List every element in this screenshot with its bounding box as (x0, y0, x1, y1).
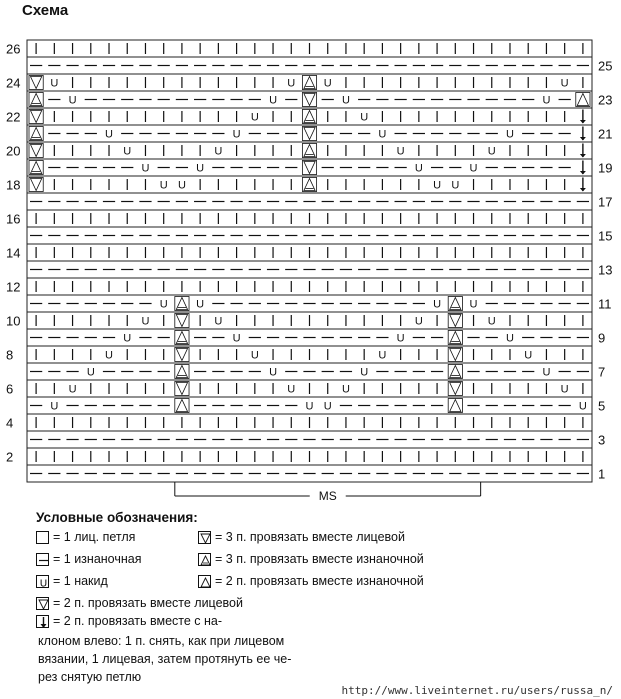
ms-label: MS (318, 489, 337, 503)
row-number-left: 12 (6, 279, 21, 295)
row-number-left: 16 (6, 211, 21, 227)
row-number-left: 4 (6, 415, 14, 431)
yarn-over-cell: U (141, 162, 150, 175)
row-number-left: 20 (6, 143, 21, 159)
yarn-over-cell: U (506, 332, 514, 345)
purl-stitch-icon (36, 553, 49, 566)
yarn-over-cell: U (487, 145, 496, 158)
legend-item-text: = 3 п. провязать вместе изнаночной (215, 552, 424, 566)
yarn-over-cell: U (159, 298, 168, 311)
legend-item (198, 530, 405, 544)
legend-item-text: = 1 изнаночная (53, 552, 142, 566)
yarn-over-cell: U (232, 128, 241, 141)
yarn-over-cell: U (50, 400, 59, 413)
yarn-over-cell: U (578, 400, 587, 413)
legend-item-text: = 1 накид (53, 574, 108, 588)
yarn-over-cell: U (542, 366, 551, 379)
left-decrease-arrow-icon (580, 188, 586, 192)
yarn-over-cell: U (105, 349, 113, 362)
row-number-left: 18 (6, 177, 21, 193)
row-number-left: 10 (6, 313, 21, 329)
legend-item-text: = 2 п. провязать вместе лицевой (53, 596, 243, 610)
left-decrease-arrow-icon (36, 615, 49, 628)
legend-item (198, 574, 424, 588)
yarn-over-cell: U (524, 349, 533, 362)
knit-stitch-icon (36, 531, 49, 544)
legend-item (36, 574, 108, 588)
yarn-over-cell: U (396, 332, 405, 345)
row-number-left: 2 (6, 449, 14, 465)
purl-3-tog-icon (198, 553, 211, 566)
legend-item (198, 552, 424, 566)
yarn-over-cell: U (506, 128, 514, 141)
yarn-over-cell: U (214, 315, 223, 328)
yarn-over-cell: U (360, 111, 369, 124)
yarn-over-cell: U (414, 162, 423, 175)
row-number-right: 1 (598, 466, 606, 482)
legend-item-text: = 3 п. провязать вместе лицевой (215, 530, 405, 544)
yarn-over-cell: U (269, 366, 278, 379)
legend-note-line-2: вязании, 1 лицевая, затем протянуть ее че- (38, 652, 292, 666)
yarn-over-cell: U (542, 94, 551, 107)
legend-item (36, 596, 243, 610)
yarn-over-cell: U (414, 315, 423, 328)
yarn-over-cell: U (451, 179, 460, 192)
row-number-left: 24 (6, 75, 21, 91)
legend-item (36, 530, 135, 544)
row-number-right: 17 (598, 194, 613, 210)
legend-note-line-1: клоном влево: 1 п. снять, как при лицевом (38, 634, 285, 648)
row-number-left: 14 (6, 245, 21, 261)
row-number-right: 21 (598, 126, 613, 142)
row-number-left: 8 (6, 347, 14, 363)
row-number-right: 15 (598, 228, 613, 244)
yarn-over-cell: U (177, 179, 186, 192)
yarn-over-cell: U (196, 298, 205, 311)
yarn-over-cell: U (360, 366, 369, 379)
yarn-over-cell: U (323, 77, 332, 90)
yarn-over-cell: U (433, 179, 442, 192)
yarn-over-cell: U (378, 349, 387, 362)
row-number-left: 26 (6, 41, 21, 57)
legend-title: Условные обозначения: (36, 510, 198, 525)
legend-item (36, 552, 141, 566)
row-number-right: 7 (598, 364, 606, 380)
legend-note-line-3: рез снятую петлю (38, 670, 142, 684)
knit-3-tog-icon (198, 531, 211, 544)
yarn-over-cell: U (396, 145, 405, 158)
yarn-over-cell: U (68, 383, 77, 396)
yarn-over-cell: U (287, 383, 296, 396)
left-decrease-arrow-icon (580, 154, 586, 158)
row-number-right: 11 (598, 296, 612, 312)
yarn-over-cell: U (560, 77, 569, 90)
row-number-right: 19 (598, 160, 613, 176)
yarn-over-cell: U (433, 298, 442, 311)
row-number-right: 23 (598, 92, 613, 108)
yarn-over-cell: U (159, 179, 168, 192)
row-number-right: 9 (598, 330, 606, 346)
yarn-over-cell: U (123, 332, 132, 345)
legend-item-text: = 2 п. провязать вместе изнаночной (215, 574, 424, 588)
row-number-right: 25 (598, 58, 613, 74)
yarn-over-cell: U (487, 315, 496, 328)
yarn-over-cell: U (341, 383, 350, 396)
yarn-over-cell: U (50, 77, 59, 90)
left-decrease-arrow-icon (580, 137, 586, 141)
yarn-over-cell: U (196, 162, 205, 175)
svg-text:U: U (39, 578, 48, 589)
yarn-over-cell: U (341, 94, 350, 107)
yarn-over-cell: U (269, 94, 278, 107)
purl-2-tog-icon (198, 575, 211, 588)
row-number-right: 5 (598, 398, 606, 414)
yarn-over-cell: U (323, 400, 332, 413)
left-decrease-arrow-icon (580, 120, 586, 124)
yarn-over-cell: U (378, 128, 387, 141)
yarn-over-cell: U (469, 162, 478, 175)
yarn-over-cell: U (232, 332, 241, 345)
yarn-over-cell: U (68, 94, 77, 107)
yarn-over-cell: U (214, 145, 223, 158)
yarn-over-cell: U (86, 366, 95, 379)
yarn-over-cell: U (250, 349, 259, 362)
yarn-over-cell: U (141, 315, 150, 328)
left-decrease-arrow-icon (580, 171, 586, 175)
row-number-left: 22 (6, 109, 21, 125)
yarn-over-cell: U (305, 400, 314, 413)
chart-title: Схема (22, 2, 69, 19)
yarn-over-cell: U (469, 298, 478, 311)
knit-2-tog-icon (36, 597, 49, 610)
legend-item-text: = 1 лиц. петля (53, 530, 136, 544)
legend-item (36, 614, 222, 628)
yarn-over-cell: U (123, 145, 132, 158)
legend-item-text: = 2 п. провязать вместе с на- (53, 614, 223, 628)
yarn-over-icon (36, 575, 49, 588)
yarn-over-cell: U (250, 111, 259, 124)
row-number-right: 13 (598, 262, 613, 278)
row-number-right: 3 (598, 432, 606, 448)
yarn-over-cell: U (287, 77, 296, 90)
yarn-over-cell: U (105, 128, 113, 141)
row-number-left: 6 (6, 381, 14, 397)
yarn-over-cell: U (560, 383, 569, 396)
source-url: http://www.liveinternet.ru/users/russa_n/ (341, 684, 613, 697)
